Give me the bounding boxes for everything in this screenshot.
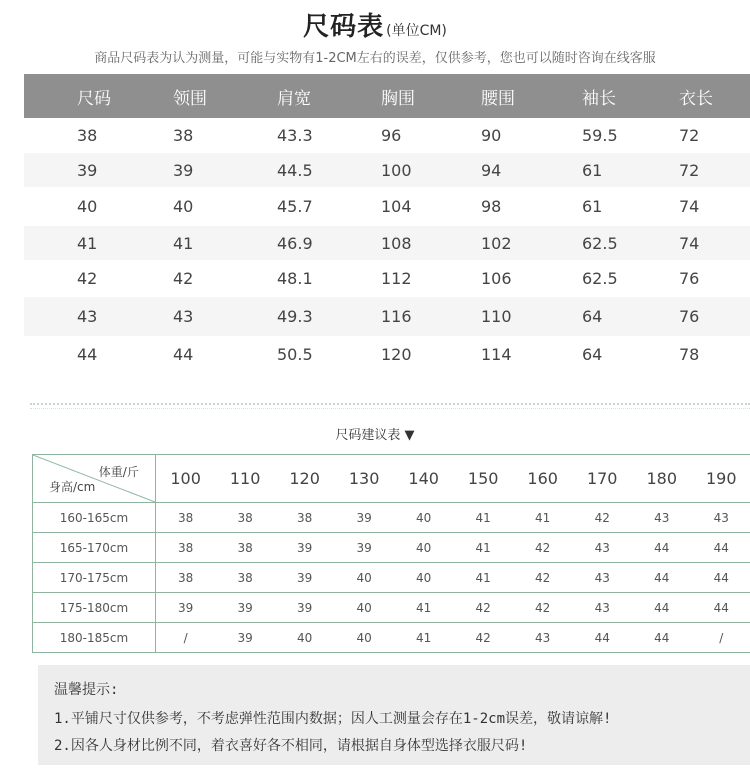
cell-shoulder: 46.9 [277,233,313,253]
header-size: 尺码 [77,88,111,109]
recommended-size: 38 [237,540,253,555]
recommended-size: 40 [296,630,313,645]
cell-collar: 38 [173,126,194,145]
cell-sleeve: 61 [582,160,603,180]
recommended-size: 44 [654,600,670,615]
height-range: 170-175cm [33,563,156,592]
weight-header: 100 [170,469,201,488]
cell-length: 76 [679,307,700,326]
size-table-header [24,74,750,118]
recommended-size: 44 [654,630,670,645]
tip-line-2: 2.因各人身材比例不同，着衣喜好各不相同，请根据自身体型选择衣服尺码! [54,738,528,754]
recommended-size: 43 [594,600,610,615]
cell-waist: 102 [481,233,512,253]
weight-axis-label: 体重/斤 [98,465,139,479]
recommended-size: 40 [356,600,372,615]
cell-shoulder: 44.5 [277,160,313,180]
recommended-size: 41 [416,600,432,615]
cell-waist: 94 [481,160,502,180]
size-row [24,336,750,372]
recommended-size: 38 [237,570,253,585]
weight-header: 110 [229,469,261,488]
recommended-size: 42 [535,540,551,555]
cell-shoulder: 45.7 [277,197,313,216]
size-row [24,260,750,297]
recommended-size: 40 [356,630,372,645]
weight-header: 150 [467,469,499,488]
recommended-size: 42 [535,570,551,585]
cell-shoulder: 48.1 [277,269,313,288]
recommended-size: 38 [177,510,194,525]
recommended-size: 38 [296,510,313,525]
cell-shoulder: 43.3 [277,126,313,145]
cell-chest: 120 [381,344,412,364]
recommend-table [32,454,750,653]
recommend-row [33,593,750,623]
recommended-size: 43 [594,540,610,555]
recommended-size: 43 [535,630,551,645]
cell-collar: 42 [173,269,194,288]
size-table [24,74,750,372]
recommend-row [33,623,750,653]
weight-header: 120 [289,469,320,488]
recommended-size: 39 [177,600,194,615]
cell-size: 43 [77,307,98,326]
recommended-size: / [719,630,724,645]
height-range: 175-180cm [33,593,156,622]
recommended-size: 44 [654,540,670,555]
cell-chest: 104 [381,197,412,216]
cell-collar: 39 [173,160,194,180]
cell-waist: 114 [481,344,512,364]
cell-size: 41 [77,233,98,253]
header-chest: 胸围 [381,88,415,109]
header-sleeve: 袖长 [582,88,616,109]
cell-collar: 43 [173,307,194,326]
header-collar: 领围 [173,88,207,109]
cell-length: 78 [679,344,700,364]
cell-collar: 41 [173,233,194,253]
size-row [24,187,750,226]
recommended-size: 39 [237,630,253,645]
weight-header: 180 [646,469,677,488]
tips-box [38,665,750,765]
recommended-size: 44 [713,540,729,555]
header-shoulder: 肩宽 [277,88,311,109]
height-axis-label: 身高/cm [49,480,96,494]
recommended-size: 42 [475,600,491,615]
recommended-size: 40 [416,570,432,585]
cell-size: 44 [77,344,98,364]
recommended-size: 38 [177,540,194,555]
recommended-size: 40 [356,570,372,585]
divider [30,403,750,405]
recommended-size: 40 [416,540,432,555]
cell-size: 40 [77,197,98,216]
weight-header: 160 [527,469,558,488]
size-row [24,118,750,153]
cell-shoulder: 49.3 [277,307,313,326]
recommended-size: 42 [535,600,551,615]
recommended-size: 38 [237,510,253,525]
recommend-row [33,563,750,593]
cell-length: 74 [679,233,700,253]
header-waist: 腰围 [481,88,515,109]
recommended-size: 41 [416,630,432,645]
measurement-disclaimer: 商品尺码表为认为测量，可能与实物有1-2CM左右的误差，仅供参考，您也可以随时咨询在线客服 [94,51,656,66]
recommended-size: 44 [713,570,729,585]
recommended-size: 39 [296,570,313,585]
recommended-size: 42 [594,510,610,525]
cell-chest: 108 [381,233,412,253]
cell-sleeve: 61 [582,197,603,216]
unit-label: (单位CM) [386,23,447,39]
size-row [24,226,750,260]
tips-heading: 温馨提示: [54,682,119,698]
cell-length: 72 [679,160,700,180]
cell-size: 42 [77,269,98,288]
cell-length: 72 [679,126,700,145]
recommend-title: 尺码建议表 ▼ [335,428,415,443]
recommend-header-row [33,455,750,503]
cell-sleeve: 59.5 [582,126,618,145]
cell-size: 38 [77,126,98,145]
recommended-size: 41 [475,510,491,525]
cell-sleeve: 64 [582,307,603,326]
recommended-size: 42 [475,630,491,645]
recommended-size: 41 [475,540,491,555]
cell-collar: 40 [173,197,194,216]
cell-chest: 96 [381,126,402,145]
cell-waist: 90 [481,126,502,145]
recommended-size: 44 [594,630,610,645]
recommended-size: 43 [654,510,670,525]
height-range: 165-170cm [33,533,156,562]
recommended-size: 38 [177,570,194,585]
recommended-size: 39 [356,510,372,525]
recommend-row [33,533,750,563]
recommended-size: 39 [296,540,313,555]
recommended-size: / [183,630,188,645]
cell-waist: 106 [481,269,512,288]
height-range: 160-165cm [33,503,156,532]
recommended-size: 43 [713,510,729,525]
cell-shoulder: 50.5 [277,344,313,364]
weight-header: 140 [408,469,439,488]
size-table-body [24,118,750,372]
cell-waist: 98 [481,197,502,216]
size-row [24,153,750,187]
height-range: 180-185cm [33,623,156,652]
cell-sleeve: 62.5 [582,269,618,288]
size-chart-title: 尺码表 [303,12,385,42]
recommended-size: 39 [356,540,372,555]
page-title [0,6,750,43]
recommended-size: 39 [237,600,253,615]
cell-chest: 116 [381,307,412,326]
recommended-size: 44 [654,570,670,585]
cell-sleeve: 62.5 [582,233,618,253]
recommended-size: 44 [713,600,729,615]
divider [30,408,750,409]
cell-collar: 44 [173,344,194,364]
corner-cell [33,455,156,502]
weight-header: 170 [586,469,618,488]
cell-sleeve: 64 [582,344,603,364]
size-row [24,297,750,336]
cell-size: 39 [77,160,98,180]
header-length: 衣长 [679,88,713,109]
recommended-size: 39 [296,600,313,615]
cell-length: 76 [679,269,700,288]
tip-line-1: 1.平铺尺寸仅供参考，不考虑弹性范围内数据；因人工测量会存在1-2cm误差，敬请谅解! [54,711,612,727]
recommended-size: 41 [475,570,491,585]
weight-header: 130 [348,469,380,488]
recommended-size: 40 [416,510,432,525]
recommend-row [33,503,750,533]
cell-waist: 110 [481,307,512,326]
cell-chest: 112 [381,269,412,288]
recommended-size: 43 [594,570,610,585]
cell-chest: 100 [381,160,412,180]
recommended-size: 41 [535,510,551,525]
weight-header: 190 [705,469,737,488]
recommend-table-body [33,503,750,653]
cell-length: 74 [679,197,700,216]
